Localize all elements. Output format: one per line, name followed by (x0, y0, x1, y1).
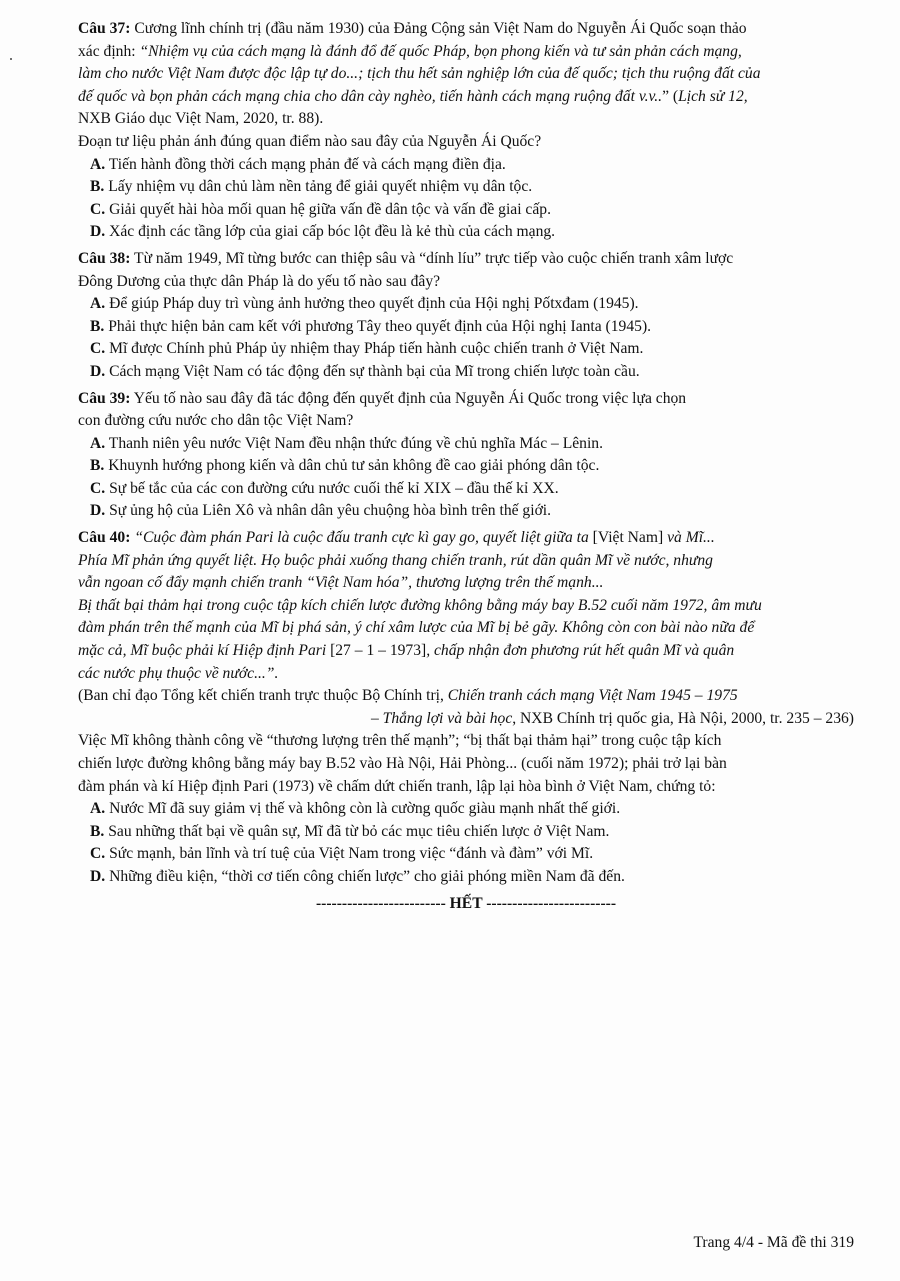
option-label: A. (90, 434, 106, 452)
q40-label: Câu 40: (78, 529, 131, 547)
option-label: B. (90, 178, 105, 196)
q40-quote-line-5: đàm phán trên thế mạnh của Mĩ bị phá sản, ý chí xâm lược của Mĩ bị bẻ gãy. Không còn con bài nào nữa để (78, 619, 755, 637)
q37-option-d[interactable] (78, 221, 854, 244)
q38-stem-text: Từ năm 1949, Mĩ từng bước can thiệp sâu và “dính líu” trực tiếp vào cuộc chiến tranh xâm lược (134, 249, 734, 267)
q38-option-c[interactable] (78, 338, 854, 361)
q40-source-line-1 (78, 685, 854, 708)
q40-quote-text: , chấp nhận đơn phương rút hết quân Mĩ và quân (426, 642, 735, 660)
q37-option-a[interactable] (78, 154, 854, 177)
option-text: Lấy nhiệm vụ dân chủ làm nền tảng để giải quyết nhiệm vụ dân tộc. (108, 178, 533, 196)
q40-source-line-2 (78, 708, 854, 731)
q39-stem-line-1 (78, 388, 854, 411)
option-label: B. (90, 822, 105, 840)
option-label: C. (90, 200, 106, 218)
q40-quote-text: mặc cả, Mĩ buộc phải kí Hiệp định Pari (78, 642, 331, 660)
q40-source-title: – Thắng lợi và bài học (370, 709, 513, 727)
q37-source-title: Lịch sử 12, (678, 87, 748, 105)
option-text: Sau những thất bại về quân sự, Mĩ đã từ bỏ các mục tiêu chiến lược ở Việt Nam. (108, 822, 610, 840)
option-text: Để giúp Pháp duy trì vùng ảnh hưởng theo quyết định của Hội nghị Pốtxđam (1945). (109, 295, 639, 313)
q37-stem-line-5: NXB Giáo dục Việt Nam, 2020, tr. 88). (78, 110, 324, 128)
q37-stem-line-4 (78, 86, 854, 109)
q37-question: Đoạn tư liệu phản ánh đúng quan điểm nào sau đây của Nguyễn Ái Quốc? (78, 132, 542, 150)
option-label: D. (90, 867, 106, 885)
q40-quote-line-1 (78, 527, 854, 550)
option-label: D. (90, 362, 106, 380)
option-text: Giải quyết hài hòa mối quan hệ giữa vấn đề dân tộc và vấn đề giai cấp. (109, 200, 551, 218)
option-label: A. (90, 295, 106, 313)
q38-option-b[interactable] (78, 316, 854, 339)
q40-option-b[interactable] (78, 821, 854, 844)
option-label: B. (90, 457, 105, 475)
q37-quote-text: đế quốc và bọn phản cách mạng chia cho dân cày nghèo, tiến hành cách mạng ruộng đất v.v.. (78, 87, 663, 105)
option-label: D. (90, 223, 106, 241)
q40-stem-line-1: Việc Mĩ không thành công về “thương lượng trên thế mạnh”; “bị thất bại thảm hại” trong cuộc tập kích (78, 732, 722, 750)
q37-label: Câu 37: (78, 20, 131, 37)
question-38 (78, 248, 854, 384)
option-text: Tiến hành đồng thời cách mạng phản đế và cách mạng điền địa. (108, 155, 506, 173)
option-text: Phải thực hiện bản cam kết với phương Tây theo quyết định của Hội nghị Ianta (1945). (108, 317, 652, 335)
q39-option-a[interactable] (78, 433, 854, 456)
option-text: Sự bế tắc của các con đường cứu nước cuối thế kỉ XIX – đầu thế kỉ XX. (109, 479, 559, 497)
q38-stem-line-1 (78, 248, 854, 271)
q38-stem-line-2: Đông Dương của thực dân Pháp là do yếu tố nào sau đây? (78, 272, 441, 290)
q40-option-a[interactable] (78, 798, 854, 821)
page-footer: Trang 4/4 - Mã đề thi 319 (693, 1234, 854, 1251)
q39-stem-line-2: con đường cứu nước cho dân tộc Việt Nam? (78, 412, 354, 430)
q40-quote-insert: [27 – 1 – 1973] (330, 642, 427, 660)
option-text: Nước Mĩ đã suy giảm vị thế và không còn là cường quốc giàu mạnh nhất thế giới. (109, 800, 621, 818)
option-label: C. (90, 479, 106, 497)
q38-label: Câu 38: (78, 249, 131, 267)
option-label: A. (90, 800, 106, 818)
q40-option-d[interactable] (78, 866, 854, 889)
option-text: Thanh niên yêu nước Việt Nam đều nhận thức đúng về chủ nghĩa Mác – Lênin. (108, 434, 603, 452)
option-text: Sự ủng hộ của Liên Xô và nhân dân yêu chuộng hòa bình trên thế giới. (109, 502, 552, 520)
q40-stem-line-2: chiến lược đường không bằng máy bay B.52 vào Hà Nội, Hải Phòng... (cuối năm 1972); phải trở lại bàn (78, 755, 727, 772)
option-label: B. (90, 317, 105, 335)
q40-option-c[interactable] (78, 843, 854, 866)
q40-stem-line-3: đàm phán và kí Hiệp định Pari (1973) về chấm dứt chiến tranh, lập lại hòa bình ở Việt Nam, chứng tỏ: (78, 777, 716, 795)
question-40 (78, 527, 854, 889)
q37-stem-line-1 (78, 18, 854, 41)
q40-quote-line-4: Bị thất bại thảm hại trong cuộc tập kích chiến lược đường không bằng máy bay B.52 cuối năm 1972, âm mưu (78, 596, 762, 614)
q40-source-text: (Ban chỉ đạo Tổng kết chiến tranh trực thuộc Bộ Chính trị, (78, 687, 448, 705)
q37-option-c[interactable] (78, 199, 854, 222)
option-text: Xác định các tầng lớp của giai cấp bóc lột đều là kẻ thù của cách mạng. (109, 223, 556, 241)
q37-quote-text: “Nhiệm vụ của cách mạng là đánh đổ đế quốc Pháp, bọn phong kiến và tư sản phản cách mạng, (139, 42, 742, 60)
q37-stem-text: xác định: (78, 42, 140, 60)
question-37 (78, 18, 854, 244)
q37-stem-line-3: làm cho nước Việt Nam được độc lập tự do...; tịch thu hết sản nghiệp lớn của đế quốc; tịch thu ruộng đất của (78, 65, 761, 83)
q39-stem-text: Yếu tố nào sau đây đã tác động đến quyết định của Nguyễn Ái Quốc trong việc lựa chọn (133, 389, 687, 407)
q39-option-d[interactable] (78, 500, 854, 523)
option-label: D. (90, 502, 106, 520)
q40-quote-line-2: Phía Mĩ phản ứng quyết liệt. Họ buộc phải xuống thang chiến tranh, rút dần quân Mĩ về nước, nhưng (78, 551, 713, 569)
option-label: A. (90, 155, 106, 173)
option-label: C. (90, 845, 106, 863)
q39-label: Câu 39: (78, 389, 131, 407)
q40-quote-text: “Cuộc đàm phán Pari là cuộc đấu tranh cực kì gay go, quyết liệt giữa ta (134, 529, 593, 547)
option-text: Khuynh hướng phong kiến và dân chủ tư sản không đề cao giải phóng dân tộc. (108, 457, 600, 475)
option-label: C. (90, 340, 106, 358)
exam-content (78, 18, 854, 915)
q39-option-b[interactable] (78, 455, 854, 478)
q40-quote-text: và Mĩ... (663, 529, 715, 547)
option-text: Những điều kiện, “thời cơ tiến công chiến lược” cho giải phóng miền Nam đã đến. (109, 867, 625, 885)
q37-option-b[interactable] (78, 176, 854, 199)
q38-option-d[interactable] (78, 361, 854, 384)
end-marker: ------------------------- HẾT ------------------------- (315, 894, 617, 912)
scan-speck (10, 58, 12, 60)
q40-quote-line-7: các nước phụ thuộc về nước...”. (78, 664, 279, 682)
q38-option-a[interactable] (78, 293, 854, 316)
q40-quote-insert: [Việt Nam] (592, 529, 664, 547)
question-39 (78, 388, 854, 524)
q37-stem-text: ” ( (662, 87, 679, 105)
option-text: Cách mạng Việt Nam có tác động đến sự thành bại của Mĩ trong chiến lược toàn cầu. (109, 362, 640, 380)
q37-stem-line-2 (78, 41, 854, 64)
q40-source-text: , NXB Chính trị quốc gia, Hà Nội, 2000, tr. 235 – 236) (512, 709, 854, 727)
q40-source-title: Chiến tranh cách mạng Việt Nam 1945 – 1975 (447, 687, 738, 705)
option-text: Sức mạnh, bản lĩnh và trí tuệ của Việt Nam trong việc “đánh và đàm” với Mĩ. (109, 845, 594, 863)
option-text: Mĩ được Chính phủ Pháp ủy nhiệm thay Pháp tiến hành cuộc chiến tranh ở Việt Nam. (109, 340, 644, 358)
q37-stem-text: Cương lĩnh chính trị (đầu năm 1930) của Đảng Cộng sản Việt Nam do Nguyễn Ái Quốc soạn thảo (134, 20, 747, 37)
q39-option-c[interactable] (78, 478, 854, 501)
q40-quote-line-6 (78, 640, 854, 663)
q40-quote-line-3: vẫn ngoan cố đẩy mạnh chiến tranh “Việt Nam hóa”, thương lượng trên thế mạnh... (78, 574, 604, 592)
